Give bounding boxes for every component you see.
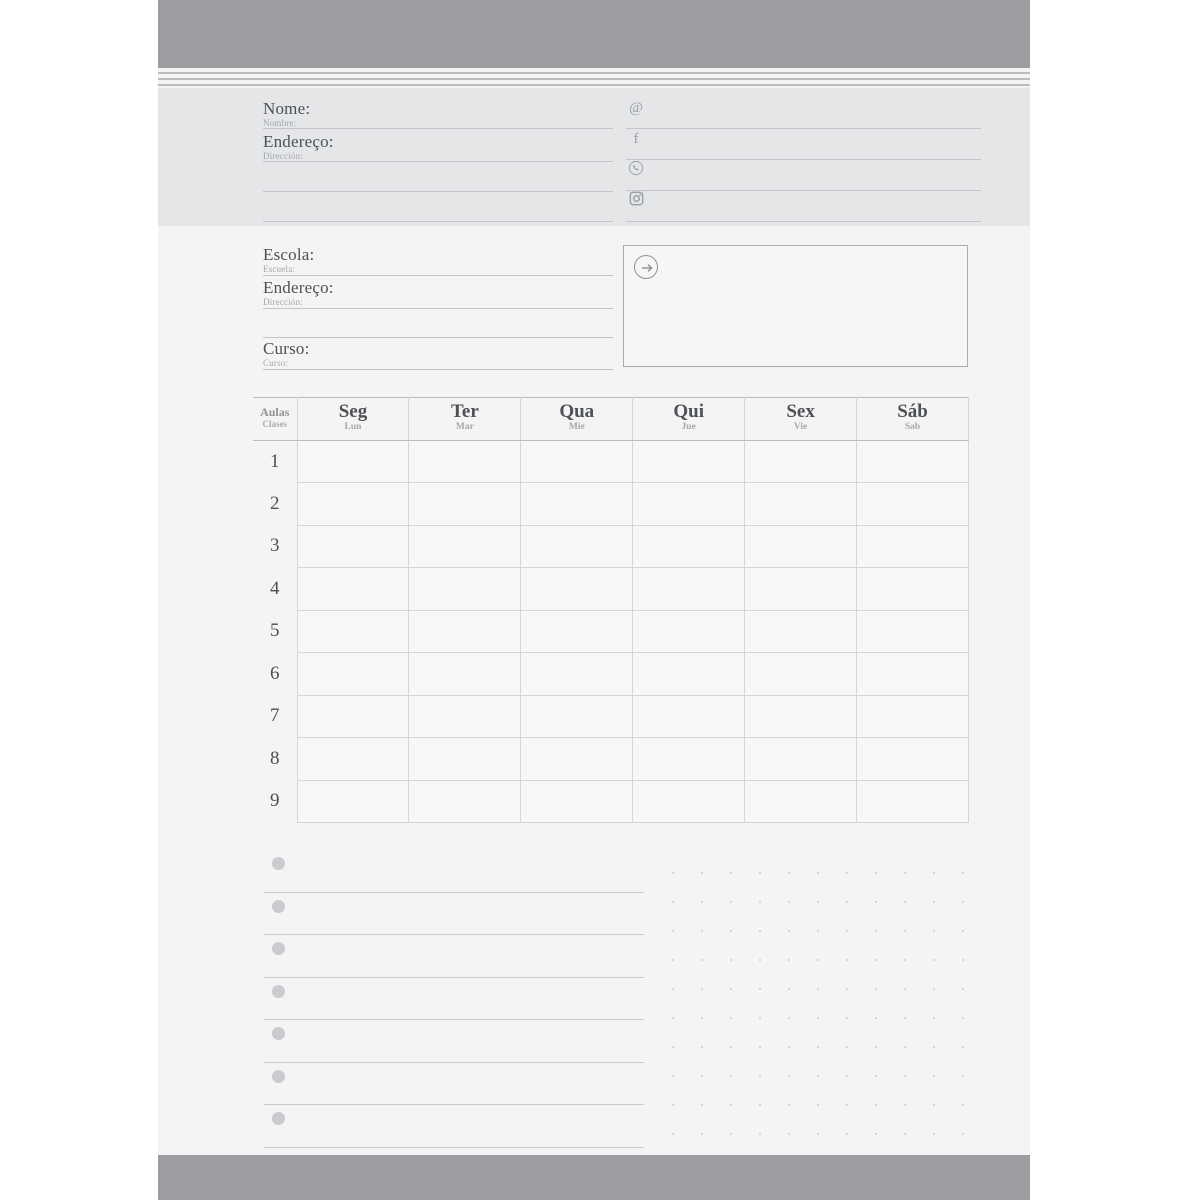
cell-3-sex[interactable] <box>745 525 857 568</box>
dot-grid-dot <box>962 959 964 961</box>
cell-9-seg[interactable] <box>297 780 409 823</box>
dot-grid-dot <box>846 1104 848 1106</box>
address-sublabel: Dirección: <box>263 151 303 161</box>
dot-grid-dot <box>817 872 819 874</box>
dot-grid-dot <box>933 901 935 903</box>
cell-4-sex[interactable] <box>745 568 857 611</box>
dot-grid-dot <box>701 1046 703 1048</box>
dot-grid-dot <box>962 901 964 903</box>
social-row-facebook[interactable] <box>626 129 981 160</box>
cell-6-qua[interactable] <box>521 653 633 696</box>
name-input[interactable] <box>263 128 613 129</box>
dot-grid-dot <box>962 1075 964 1077</box>
list-item[interactable] <box>264 1063 644 1106</box>
day-label-ter: Ter <box>450 400 479 422</box>
dot-grid-dot <box>672 1046 674 1048</box>
dot-grid-dot <box>933 1046 935 1048</box>
table-row <box>253 695 969 738</box>
name-label: Nome: <box>263 99 311 118</box>
instagram-input[interactable] <box>626 221 981 222</box>
row-number-5: 5 <box>270 620 280 642</box>
dot-grid-dot <box>962 1133 964 1135</box>
dot-grid-dot <box>846 988 848 990</box>
dot-grid-dot <box>933 988 935 990</box>
row-number-6: 6 <box>270 662 280 684</box>
list-item[interactable] <box>264 893 644 936</box>
cell-5-qui[interactable] <box>633 610 745 653</box>
dot-grid-dot <box>875 988 877 990</box>
dot-grid-dot <box>875 901 877 903</box>
dot-grid-dot <box>759 1046 761 1048</box>
dot-grid-dot <box>788 1133 790 1135</box>
dot-grid-dot <box>817 901 819 903</box>
contact-block <box>158 88 1030 226</box>
facebook-icon: f <box>633 131 639 147</box>
cell-6-sab[interactable] <box>857 653 969 696</box>
day-header-qui <box>633 398 745 441</box>
table-row <box>253 483 969 526</box>
social-row-at[interactable] <box>626 98 981 129</box>
dot-grid-dot <box>904 901 906 903</box>
dot-grid-dot <box>788 1017 790 1019</box>
dot-grid-dot <box>672 872 674 874</box>
dot-grid-dot <box>904 1017 906 1019</box>
bullet-dot-icon[interactable] <box>272 900 285 913</box>
dot-grid-dot <box>730 1133 732 1135</box>
cell-7-ter[interactable] <box>409 695 521 738</box>
dot-grid-dot <box>701 901 703 903</box>
row-number-7: 7 <box>270 705 280 727</box>
cell-9-ter[interactable] <box>409 780 521 823</box>
cell-3-seg[interactable] <box>297 525 409 568</box>
cell-4-seg[interactable] <box>297 568 409 611</box>
cell-6-seg[interactable] <box>297 653 409 696</box>
address-label: Endereço: <box>263 132 334 151</box>
dot-grid-dot <box>933 959 935 961</box>
dot-grid-dot <box>875 1075 877 1077</box>
dot-grid-dot <box>759 901 761 903</box>
dot-grid-dot <box>875 1017 877 1019</box>
dot-grid-dot <box>933 1104 935 1106</box>
address-input-line-3[interactable] <box>263 221 613 222</box>
dot-grid-dot <box>701 1133 703 1135</box>
cell-5-sab[interactable] <box>857 610 969 653</box>
at-icon: @ <box>629 100 643 116</box>
course-label: Curso: <box>263 339 310 358</box>
dot-grid-dot <box>672 1104 674 1106</box>
dot-grid-dot <box>875 1104 877 1106</box>
dot-grid-dot <box>817 1104 819 1106</box>
dot-grid-dot <box>904 959 906 961</box>
dot-grid-dot <box>904 1075 906 1077</box>
dot-grid-dot <box>788 930 790 932</box>
dot-grid-dot <box>701 1104 703 1106</box>
row-number-1: 1 <box>270 450 280 472</box>
instagram-icon <box>626 191 646 211</box>
dot-grid-dot <box>962 872 964 874</box>
dot-grid-dot <box>962 1104 964 1106</box>
cell-8-ter[interactable] <box>409 738 521 781</box>
dot-grid-dot <box>730 1017 732 1019</box>
dot-grid-dot <box>788 901 790 903</box>
bullet-dot-icon[interactable] <box>272 985 285 998</box>
school-address-sublabel: Dirección: <box>263 297 303 307</box>
dot-grid-dot <box>701 930 703 932</box>
table-row <box>253 610 969 653</box>
day-label-sab: Sáb <box>897 400 928 422</box>
dot-grid-dot <box>904 1104 906 1106</box>
list-item[interactable] <box>264 850 644 893</box>
day-header-sex <box>745 398 857 441</box>
dot-grid-dot <box>759 1075 761 1077</box>
dot-grid-notes-area[interactable] <box>672 872 968 1140</box>
dot-grid-dot <box>817 930 819 932</box>
checklist <box>264 850 644 1148</box>
table-row <box>253 525 969 568</box>
dot-grid-dot <box>788 959 790 961</box>
bullet-dot-icon[interactable] <box>272 942 285 955</box>
row-number-9: 9 <box>270 790 280 812</box>
day-header-ter <box>409 398 521 441</box>
school-sublabel: Escuela: <box>263 264 296 274</box>
dot-grid-dot <box>846 959 848 961</box>
school-input[interactable] <box>263 275 613 276</box>
cell-9-qui[interactable] <box>633 780 745 823</box>
dot-grid-dot <box>759 988 761 990</box>
timetable-corner-sublabel: Clases <box>262 419 287 430</box>
day-header-qua <box>521 398 633 441</box>
dot-grid-dot <box>846 1017 848 1019</box>
address-input-line-1[interactable] <box>263 161 613 162</box>
cell-7-qua[interactable] <box>521 695 633 738</box>
cell-2-ter[interactable] <box>409 483 521 526</box>
cell-4-sab[interactable] <box>857 568 969 611</box>
cell-3-qui[interactable] <box>633 525 745 568</box>
row-number-8: 8 <box>270 747 280 769</box>
name-label-group <box>263 100 310 128</box>
timetable-corner-header <box>253 398 297 441</box>
header-band <box>158 0 1030 68</box>
list-item[interactable] <box>264 1105 644 1148</box>
dot-grid-dot <box>730 988 732 990</box>
cell-1-ter[interactable] <box>409 440 521 483</box>
dot-grid-dot <box>962 1017 964 1019</box>
notes-box[interactable] <box>623 245 968 367</box>
dot-grid-dot <box>817 1046 819 1048</box>
dot-grid-dot <box>788 1104 790 1106</box>
dot-grid-dot <box>759 1017 761 1019</box>
list-item[interactable] <box>264 1020 644 1063</box>
school-address-label-group <box>263 279 334 307</box>
cell-8-seg[interactable] <box>297 738 409 781</box>
dot-grid-dot <box>875 1133 877 1135</box>
school-block <box>158 226 1030 374</box>
timetable <box>253 397 969 823</box>
cell-7-seg[interactable] <box>297 695 409 738</box>
dot-grid-dot <box>962 1046 964 1048</box>
table-row <box>253 780 969 823</box>
list-item[interactable] <box>264 935 644 978</box>
cell-5-seg[interactable] <box>297 610 409 653</box>
cell-3-sab[interactable] <box>857 525 969 568</box>
bullet-dot-icon[interactable] <box>272 1112 285 1125</box>
dot-grid-dot <box>730 1104 732 1106</box>
dot-grid-dot <box>701 872 703 874</box>
dot-grid-dot <box>788 988 790 990</box>
table-row <box>253 440 969 483</box>
dot-grid-dot <box>846 1133 848 1135</box>
day-label-qua: Qua <box>559 400 595 422</box>
dot-grid-dot <box>759 1133 761 1135</box>
dot-grid-dot <box>730 1075 732 1077</box>
header-rule-1 <box>158 72 1030 74</box>
bullet-dot-icon[interactable] <box>272 857 285 870</box>
table-row <box>253 568 969 611</box>
dot-grid-dot <box>846 901 848 903</box>
day-sublabel-qui: Jue <box>681 421 696 432</box>
dot-grid-dot <box>875 959 877 961</box>
cell-4-qua[interactable] <box>521 568 633 611</box>
dot-grid-dot <box>672 901 674 903</box>
cell-4-qui[interactable] <box>633 568 745 611</box>
school-label: Escola: <box>263 245 315 264</box>
whatsapp-icon <box>626 160 646 180</box>
dot-grid-dot <box>788 1075 790 1077</box>
school-address-input-line-2[interactable] <box>263 337 613 338</box>
timetable-corner-label: Aulas <box>260 404 290 419</box>
dot-grid-dot <box>875 872 877 874</box>
cell-2-qua[interactable] <box>521 483 633 526</box>
cell-7-qui[interactable] <box>633 695 745 738</box>
dot-grid-dot <box>846 1075 848 1077</box>
cell-2-qui[interactable] <box>633 483 745 526</box>
cell-7-sab[interactable] <box>857 695 969 738</box>
dot-grid-dot <box>788 1046 790 1048</box>
dot-grid-dot <box>817 1133 819 1135</box>
dot-grid-dot <box>846 1046 848 1048</box>
day-sublabel-sex: Vie <box>793 421 808 432</box>
dot-grid-dot <box>904 1046 906 1048</box>
dot-grid-dot <box>933 872 935 874</box>
social-row-whatsapp[interactable] <box>626 160 981 191</box>
dot-grid-dot <box>817 959 819 961</box>
dot-grid-dot <box>817 1075 819 1077</box>
dot-grid-dot <box>672 988 674 990</box>
cell-7-sex[interactable] <box>745 695 857 738</box>
arrow-right-circle-icon <box>634 255 658 279</box>
dot-grid-dot <box>701 1017 703 1019</box>
day-label-seg: Seg <box>338 400 368 422</box>
day-label-sex: Sex <box>786 400 815 422</box>
dot-grid-dot <box>701 959 703 961</box>
dot-grid-dot <box>962 988 964 990</box>
day-sublabel-qua: Mie <box>568 421 585 432</box>
course-label-group <box>263 340 310 368</box>
cell-9-qua[interactable] <box>521 780 633 823</box>
cell-5-sex[interactable] <box>745 610 857 653</box>
dot-grid-dot <box>962 930 964 932</box>
address-label-group <box>263 133 334 161</box>
school-label-group <box>263 246 314 274</box>
dot-grid-dot <box>933 1133 935 1135</box>
dot-grid-dot <box>672 1017 674 1019</box>
row-number-3: 3 <box>270 535 280 557</box>
header-rule-2 <box>158 78 1030 80</box>
cell-1-seg[interactable] <box>297 440 409 483</box>
dot-grid-dot <box>933 1017 935 1019</box>
dot-grid-dot <box>730 872 732 874</box>
cell-8-sab[interactable] <box>857 738 969 781</box>
dot-grid-dot <box>759 1104 761 1106</box>
cell-6-ter[interactable] <box>409 653 521 696</box>
dot-grid-dot <box>933 1075 935 1077</box>
name-sublabel: Nombre: <box>263 118 297 128</box>
dot-grid-dot <box>904 872 906 874</box>
table-row <box>253 738 969 781</box>
dot-grid-dot <box>846 872 848 874</box>
cell-8-sex[interactable] <box>745 738 857 781</box>
social-row-instagram[interactable] <box>626 191 981 222</box>
cell-3-ter[interactable] <box>409 525 521 568</box>
cell-2-sex[interactable] <box>745 483 857 526</box>
day-label-qui: Qui <box>673 400 704 422</box>
cell-6-qui[interactable] <box>633 653 745 696</box>
cell-5-qua[interactable] <box>521 610 633 653</box>
cell-9-sex[interactable] <box>745 780 857 823</box>
dot-grid-dot <box>759 959 761 961</box>
cell-1-sab[interactable] <box>857 440 969 483</box>
dot-grid-dot <box>672 930 674 932</box>
dot-grid-dot <box>759 872 761 874</box>
row-number-2: 2 <box>270 492 280 514</box>
dot-grid-dot <box>788 872 790 874</box>
dot-grid-dot <box>701 1075 703 1077</box>
dot-grid-dot <box>672 959 674 961</box>
course-input[interactable] <box>263 369 613 370</box>
dot-grid-dot <box>904 1133 906 1135</box>
timetable-body <box>253 440 969 823</box>
timetable-header-row <box>253 398 969 441</box>
cell-8-qui[interactable] <box>633 738 745 781</box>
cell-3-qua[interactable] <box>521 525 633 568</box>
cell-6-sex[interactable] <box>745 653 857 696</box>
footer-band <box>158 1155 1030 1200</box>
cell-9-sab[interactable] <box>857 780 969 823</box>
dot-grid-dot <box>672 1133 674 1135</box>
cell-1-sex[interactable] <box>745 440 857 483</box>
table-row <box>253 653 969 696</box>
day-sublabel-ter: Mar <box>455 421 474 432</box>
cell-1-qui[interactable] <box>633 440 745 483</box>
row-number-4: 4 <box>270 577 280 599</box>
dot-grid-dot <box>730 959 732 961</box>
header-rule-3 <box>158 84 1030 86</box>
dot-grid-dot <box>933 930 935 932</box>
cell-4-ter[interactable] <box>409 568 521 611</box>
timetable-grid <box>253 397 969 823</box>
dot-grid-dot <box>875 1046 877 1048</box>
list-item[interactable] <box>264 978 644 1021</box>
day-header-seg <box>297 398 409 441</box>
day-sublabel-sab: Sab <box>904 421 921 432</box>
dot-grid-dot <box>904 930 906 932</box>
dot-grid-dot <box>846 930 848 932</box>
school-address-input-line-1[interactable] <box>263 308 613 309</box>
cell-5-ter[interactable] <box>409 610 521 653</box>
dot-grid-dot <box>701 988 703 990</box>
course-sublabel: Curso: <box>263 358 289 368</box>
dot-grid-dot <box>759 930 761 932</box>
address-input-line-2[interactable] <box>263 191 613 192</box>
cell-2-seg[interactable] <box>297 483 409 526</box>
dot-grid-dot <box>817 988 819 990</box>
dot-grid-dot <box>672 1075 674 1077</box>
dot-grid-dot <box>875 930 877 932</box>
dot-grid-dot <box>730 930 732 932</box>
cell-8-qua[interactable] <box>521 738 633 781</box>
school-address-label: Endereço: <box>263 278 334 297</box>
dot-grid-dot <box>730 1046 732 1048</box>
dot-grid-dot <box>904 988 906 990</box>
checklist-input-7[interactable] <box>264 1147 644 1148</box>
bullet-dot-icon[interactable] <box>272 1070 285 1083</box>
cell-2-sab[interactable] <box>857 483 969 526</box>
dot-grid-dot <box>817 1017 819 1019</box>
bullet-dot-icon[interactable] <box>272 1027 285 1040</box>
dot-grid-dot <box>730 901 732 903</box>
cell-1-qua[interactable] <box>521 440 633 483</box>
day-sublabel-seg: Lun <box>344 421 362 432</box>
day-header-sab <box>857 398 969 441</box>
